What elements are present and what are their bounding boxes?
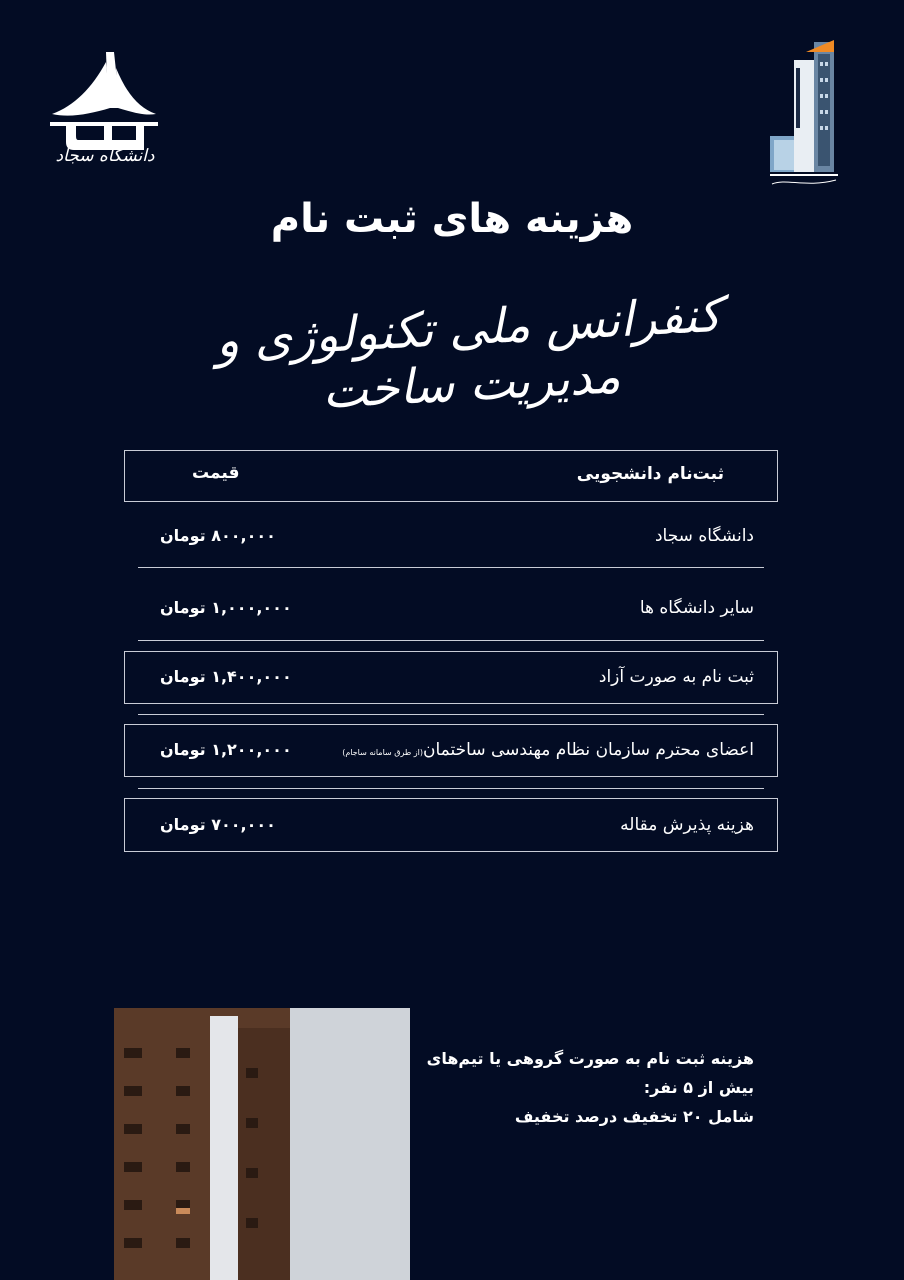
row-price-sajjad: ۸۰۰,۰۰۰ تومان	[160, 526, 276, 545]
page-title: هزینه های ثبت نام	[270, 196, 634, 242]
row-note-engineering: (از طرق سامانه ساجام)	[342, 748, 424, 757]
row-label-free: ثبت نام به صورت آزاد	[598, 667, 754, 687]
row-divider	[138, 640, 764, 641]
row-divider	[138, 567, 764, 568]
conference-building-logo	[766, 38, 842, 192]
row-price-other-universities: ۱,۰۰۰,۰۰۰ تومان	[160, 598, 292, 617]
group-discount-note	[424, 1044, 754, 1131]
row-label-paper: هزینه پذیرش مقاله	[620, 815, 754, 835]
university-logo-caption: دانشگاه سجاد	[55, 146, 155, 166]
row-price-engineering: ۱,۲۰۰,۰۰۰ تومان	[160, 740, 292, 759]
row-price-paper: ۷۰۰,۰۰۰ تومان	[160, 815, 276, 834]
group-discount-line-2: بیش از ۵ نفر:	[643, 1078, 754, 1097]
group-discount-line-3: شامل ۲۰ تخفیف درصد تخفیف	[514, 1107, 754, 1126]
building-photo	[114, 1008, 410, 1280]
conference-name: کنفرانس ملی تکنولوژی و مدیریت ساخت	[214, 286, 723, 420]
group-discount-line-1: هزینه ثبت نام به صورت گروهی یا تیم‌های	[426, 1049, 754, 1068]
row-divider	[138, 714, 764, 715]
row-label-other-universities: سایر دانشگاه ها	[639, 598, 754, 618]
header-category: ثبت‌نام دانشجویی	[576, 464, 724, 484]
header-price: قیمت	[192, 463, 240, 483]
row-label-sajjad: دانشگاه سجاد	[654, 526, 754, 546]
row-divider	[138, 788, 764, 789]
row-label-engineering-text: اعضای محترم سازمان نظام مهندسی ساختمان	[423, 740, 754, 760]
row-label-engineering	[342, 740, 754, 760]
row-price-free: ۱,۴۰۰,۰۰۰ تومان	[160, 667, 292, 686]
